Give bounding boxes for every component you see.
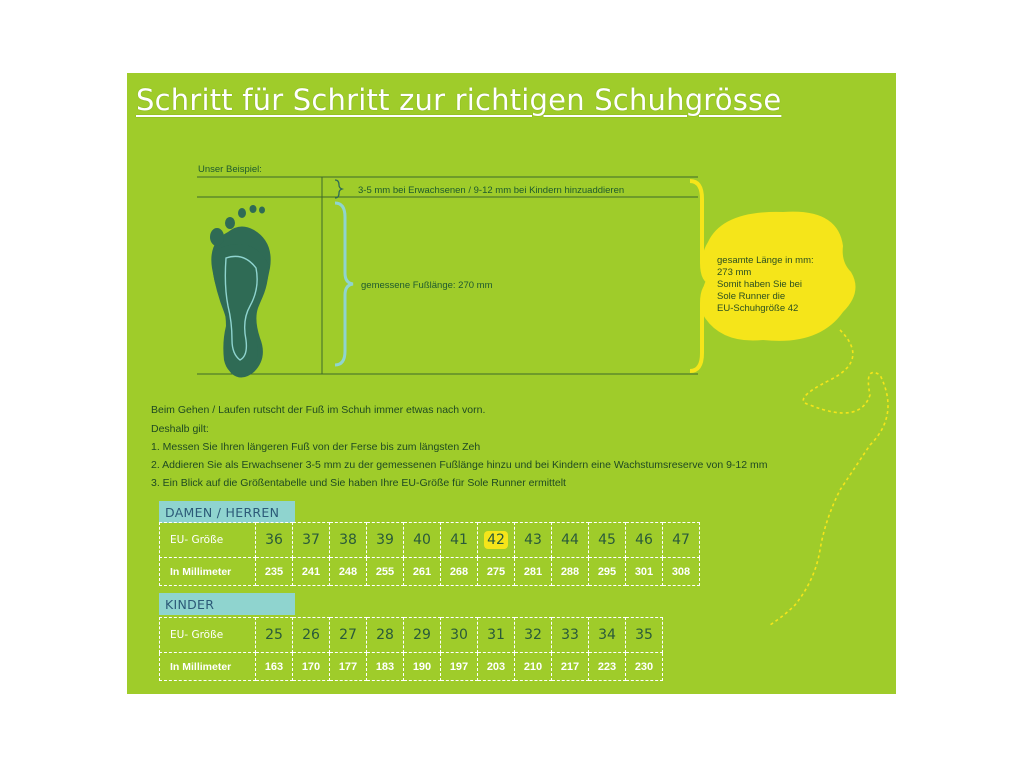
- table-cell: 275: [478, 558, 515, 586]
- table-cell: 47: [663, 523, 700, 558]
- table-cell: 268: [441, 558, 478, 586]
- page-title: Schritt für Schritt zur richtigen Schuhgrösse: [136, 83, 782, 117]
- table-cell: 190: [404, 653, 441, 681]
- add-label: 3-5 mm bei Erwachsenen / 9-12 mm bei Kindern hinzuaddieren: [358, 185, 625, 196]
- kids-table-header: KINDER: [159, 593, 295, 615]
- table-cell: 281: [515, 558, 552, 586]
- table-cell: 223: [589, 653, 626, 681]
- measured-bracket: [335, 203, 353, 365]
- table-cell: 46: [626, 523, 663, 558]
- example-label: Unser Beispiel:: [198, 164, 262, 175]
- table-row: [160, 558, 700, 586]
- table-cell: 197: [441, 653, 478, 681]
- dotted-curve: [770, 330, 888, 625]
- result-line: Somit haben Sie bei: [717, 279, 803, 290]
- table-cell: 43: [515, 523, 552, 558]
- table-cell-highlighted: 42: [478, 523, 515, 558]
- table-cell: 183: [367, 653, 404, 681]
- instruction-line: Deshalb gilt:: [151, 423, 209, 435]
- table-cell: 177: [330, 653, 367, 681]
- table-cell: 203: [478, 653, 515, 681]
- table-cell: 170: [293, 653, 330, 681]
- table-row: [160, 653, 663, 681]
- result-text: [717, 255, 847, 315]
- table-cell: 27: [330, 618, 367, 653]
- row-label: In Millimeter: [160, 653, 256, 681]
- row-label: EU- Größe: [160, 618, 256, 653]
- instruction-line: Beim Gehen / Laufen rutscht der Fuß im Schuh immer etwas nach vorn.: [151, 404, 486, 416]
- table-cell: 45: [589, 523, 626, 558]
- result-line: EU-Schuhgröße 42: [717, 303, 799, 314]
- table-cell: 230: [626, 653, 663, 681]
- table-cell: 37: [293, 523, 330, 558]
- table-cell: 34: [589, 618, 626, 653]
- table-cell: 295: [589, 558, 626, 586]
- instruction-line: 3. Ein Blick auf die Größentabelle und Sie haben Ihre EU-Größe für Sole Runner ermittelt: [151, 477, 566, 489]
- table-cell: 308: [663, 558, 700, 586]
- adult-table-header: DAMEN / HERREN: [159, 501, 295, 523]
- table-row: [160, 618, 663, 653]
- table-cell: 33: [552, 618, 589, 653]
- table-cell: 32: [515, 618, 552, 653]
- measured-label: gemessene Fußlänge: 270 mm: [361, 280, 493, 291]
- table-cell: 31: [478, 618, 515, 653]
- table-cell: 44: [552, 523, 589, 558]
- table-cell: 163: [256, 653, 293, 681]
- table-cell: 36: [256, 523, 293, 558]
- table-row: [160, 523, 700, 558]
- table-cell: 30: [441, 618, 478, 653]
- table-cell: 288: [552, 558, 589, 586]
- table-cell: 40: [404, 523, 441, 558]
- result-line: Sole Runner die: [717, 291, 786, 302]
- result-line: 273 mm: [717, 267, 752, 278]
- table-cell: 25: [256, 618, 293, 653]
- table-cell: 28: [367, 618, 404, 653]
- row-label: EU- Größe: [160, 523, 256, 558]
- add-bracket: [335, 180, 342, 198]
- table-cell: 241: [293, 558, 330, 586]
- instruction-line: 2. Addieren Sie als Erwachsener 3-5 mm zu der gemessenen Fußlänge hinzu und bei Kindern eine Wachstumsreserve von 9-12 mm: [151, 459, 768, 471]
- table-cell: 41: [441, 523, 478, 558]
- table-cell: 248: [330, 558, 367, 586]
- result-line: gesamte Länge in mm:: [717, 255, 814, 266]
- table-cell: 210: [515, 653, 552, 681]
- table-cell: 26: [293, 618, 330, 653]
- row-label: In Millimeter: [160, 558, 256, 586]
- table-cell: 301: [626, 558, 663, 586]
- table-cell: 217: [552, 653, 589, 681]
- kids-size-table: [159, 617, 663, 681]
- table-cell: 39: [367, 523, 404, 558]
- instruction-line: 1. Messen Sie Ihren längeren Fuß von der Ferse bis zum längsten Zeh: [151, 441, 481, 453]
- table-cell: 29: [404, 618, 441, 653]
- table-cell: 261: [404, 558, 441, 586]
- table-cell: 255: [367, 558, 404, 586]
- table-cell: 38: [330, 523, 367, 558]
- table-cell: 235: [256, 558, 293, 586]
- adult-size-table: [159, 522, 700, 586]
- table-cell: 35: [626, 618, 663, 653]
